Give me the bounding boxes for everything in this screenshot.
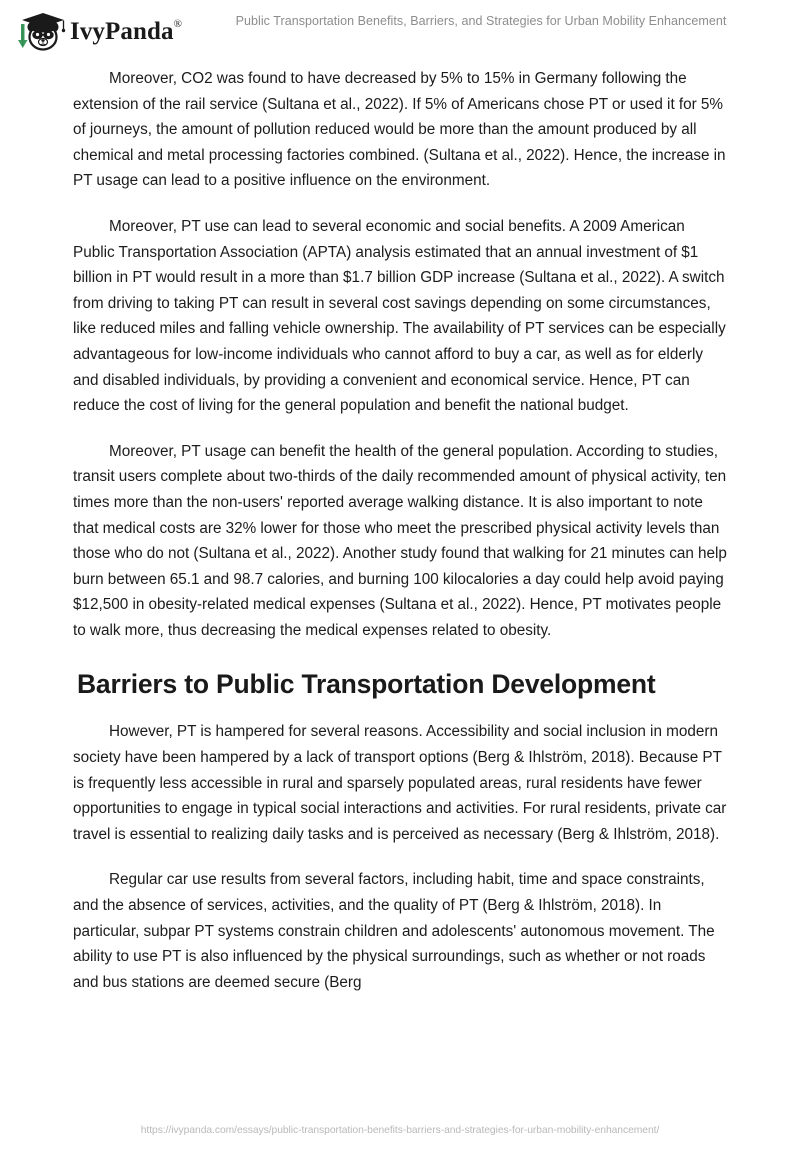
paragraph: Moreover, PT use can lead to several economic and social benefits. A 2009 American Public Transportation Association (APTA) analysis estimated that an annual investment of $1 billion in PT would result in a more than $1.7 billion GDP increase (Sultana et al., 2022). A switch from driving to taking PT can result in several cost savings depending on some circumstances, like reduced miles and falling vehicle ownership. The availability of PT services can be especially advantageous for low-income individuals who cannot afford to buy a car, as well as for elderly and disabled individuals, by providing a convenient and economical service. Hence, PT can reduce the cost of living for the general population and benefit the national budget. bbox=[73, 217, 726, 415]
paragraph: Regular car use results from several factors, including habit, time and space constraints, and the absence of services, activities, and the quality of PT (Berg & Ihlström, 2018). In particular, subpar PT systems constrain children and adolescents' autonomous movement. The ability to use PT is also influenced by the physical surroundings, such as whether or not roads and bus stations are deemed secure (Berg bbox=[73, 871, 715, 991]
paragraph: However, PT is hampered for several reasons. Accessibility and social inclusion in modern society have been hampered by a lack of transport options (Berg & Ihlström, 2018). Because PT is frequently less accessible in rural and sparsely populated areas, rural residents have fewer opportunities to engage in typical social interactions and activities. For rural residents, private car travel is essential to realizing daily tasks and is perceived as necessary (Berg & Ihlström, 2018). bbox=[73, 723, 727, 843]
document-title: Public Transportation Benefits, Barriers, and Strategies for Urban Mobility Enhancement bbox=[235, 14, 727, 28]
section-heading: Barriers to Public Transportation Development bbox=[77, 669, 656, 700]
logo-wordmark bbox=[70, 18, 182, 46]
page-header bbox=[0, 0, 800, 60]
panda-graduate-logo-icon bbox=[14, 9, 66, 55]
logo-text: IvyPanda bbox=[70, 18, 174, 45]
paragraph: Moreover, CO2 was found to have decreased by 5% to 15% in Germany following the extension of the rail service (Sultana et al., 2022). If 5% of Americans chose PT or used it for 5% of journeys, the amount of pollution reduced would be more than the amount produced by all chemical and metal processing factories combined. (Sultana et al., 2022). Hence, the increase in PT usage can lead to a positive influence on the environment. bbox=[73, 70, 726, 190]
registered-trademark-icon: ® bbox=[173, 17, 183, 30]
document-content bbox=[73, 66, 727, 1015]
site-logo[interactable] bbox=[14, 9, 182, 55]
page-footer bbox=[0, 1120, 800, 1138]
paragraph: Moreover, PT usage can benefit the health of the general population. According to studies, transit users complete about two-thirds of the daily recommended amount of physical activity, ten times more than the non-users' reported average walking distance. It is also important to note that medical costs are 32% lower for those who meet the prescribed physical activity levels than those who do not (Sultana et al., 2022). Another study found that walking for 21 minutes can help burn between 65.1 and 98.7 calories, and burning 100 kilocalories a day could help avoid paying $12,500 in obesity-related medical expenses (Sultana et al., 2022). Hence, PT motivates people to walk more, thus decreasing the medical expenses related to obesity. bbox=[73, 442, 727, 639]
source-url[interactable]: https://ivypanda.com/essays/public-transportation-benefits-barriers-and-strategies-for-urban-mobility-enhancement/ bbox=[140, 1125, 660, 1136]
